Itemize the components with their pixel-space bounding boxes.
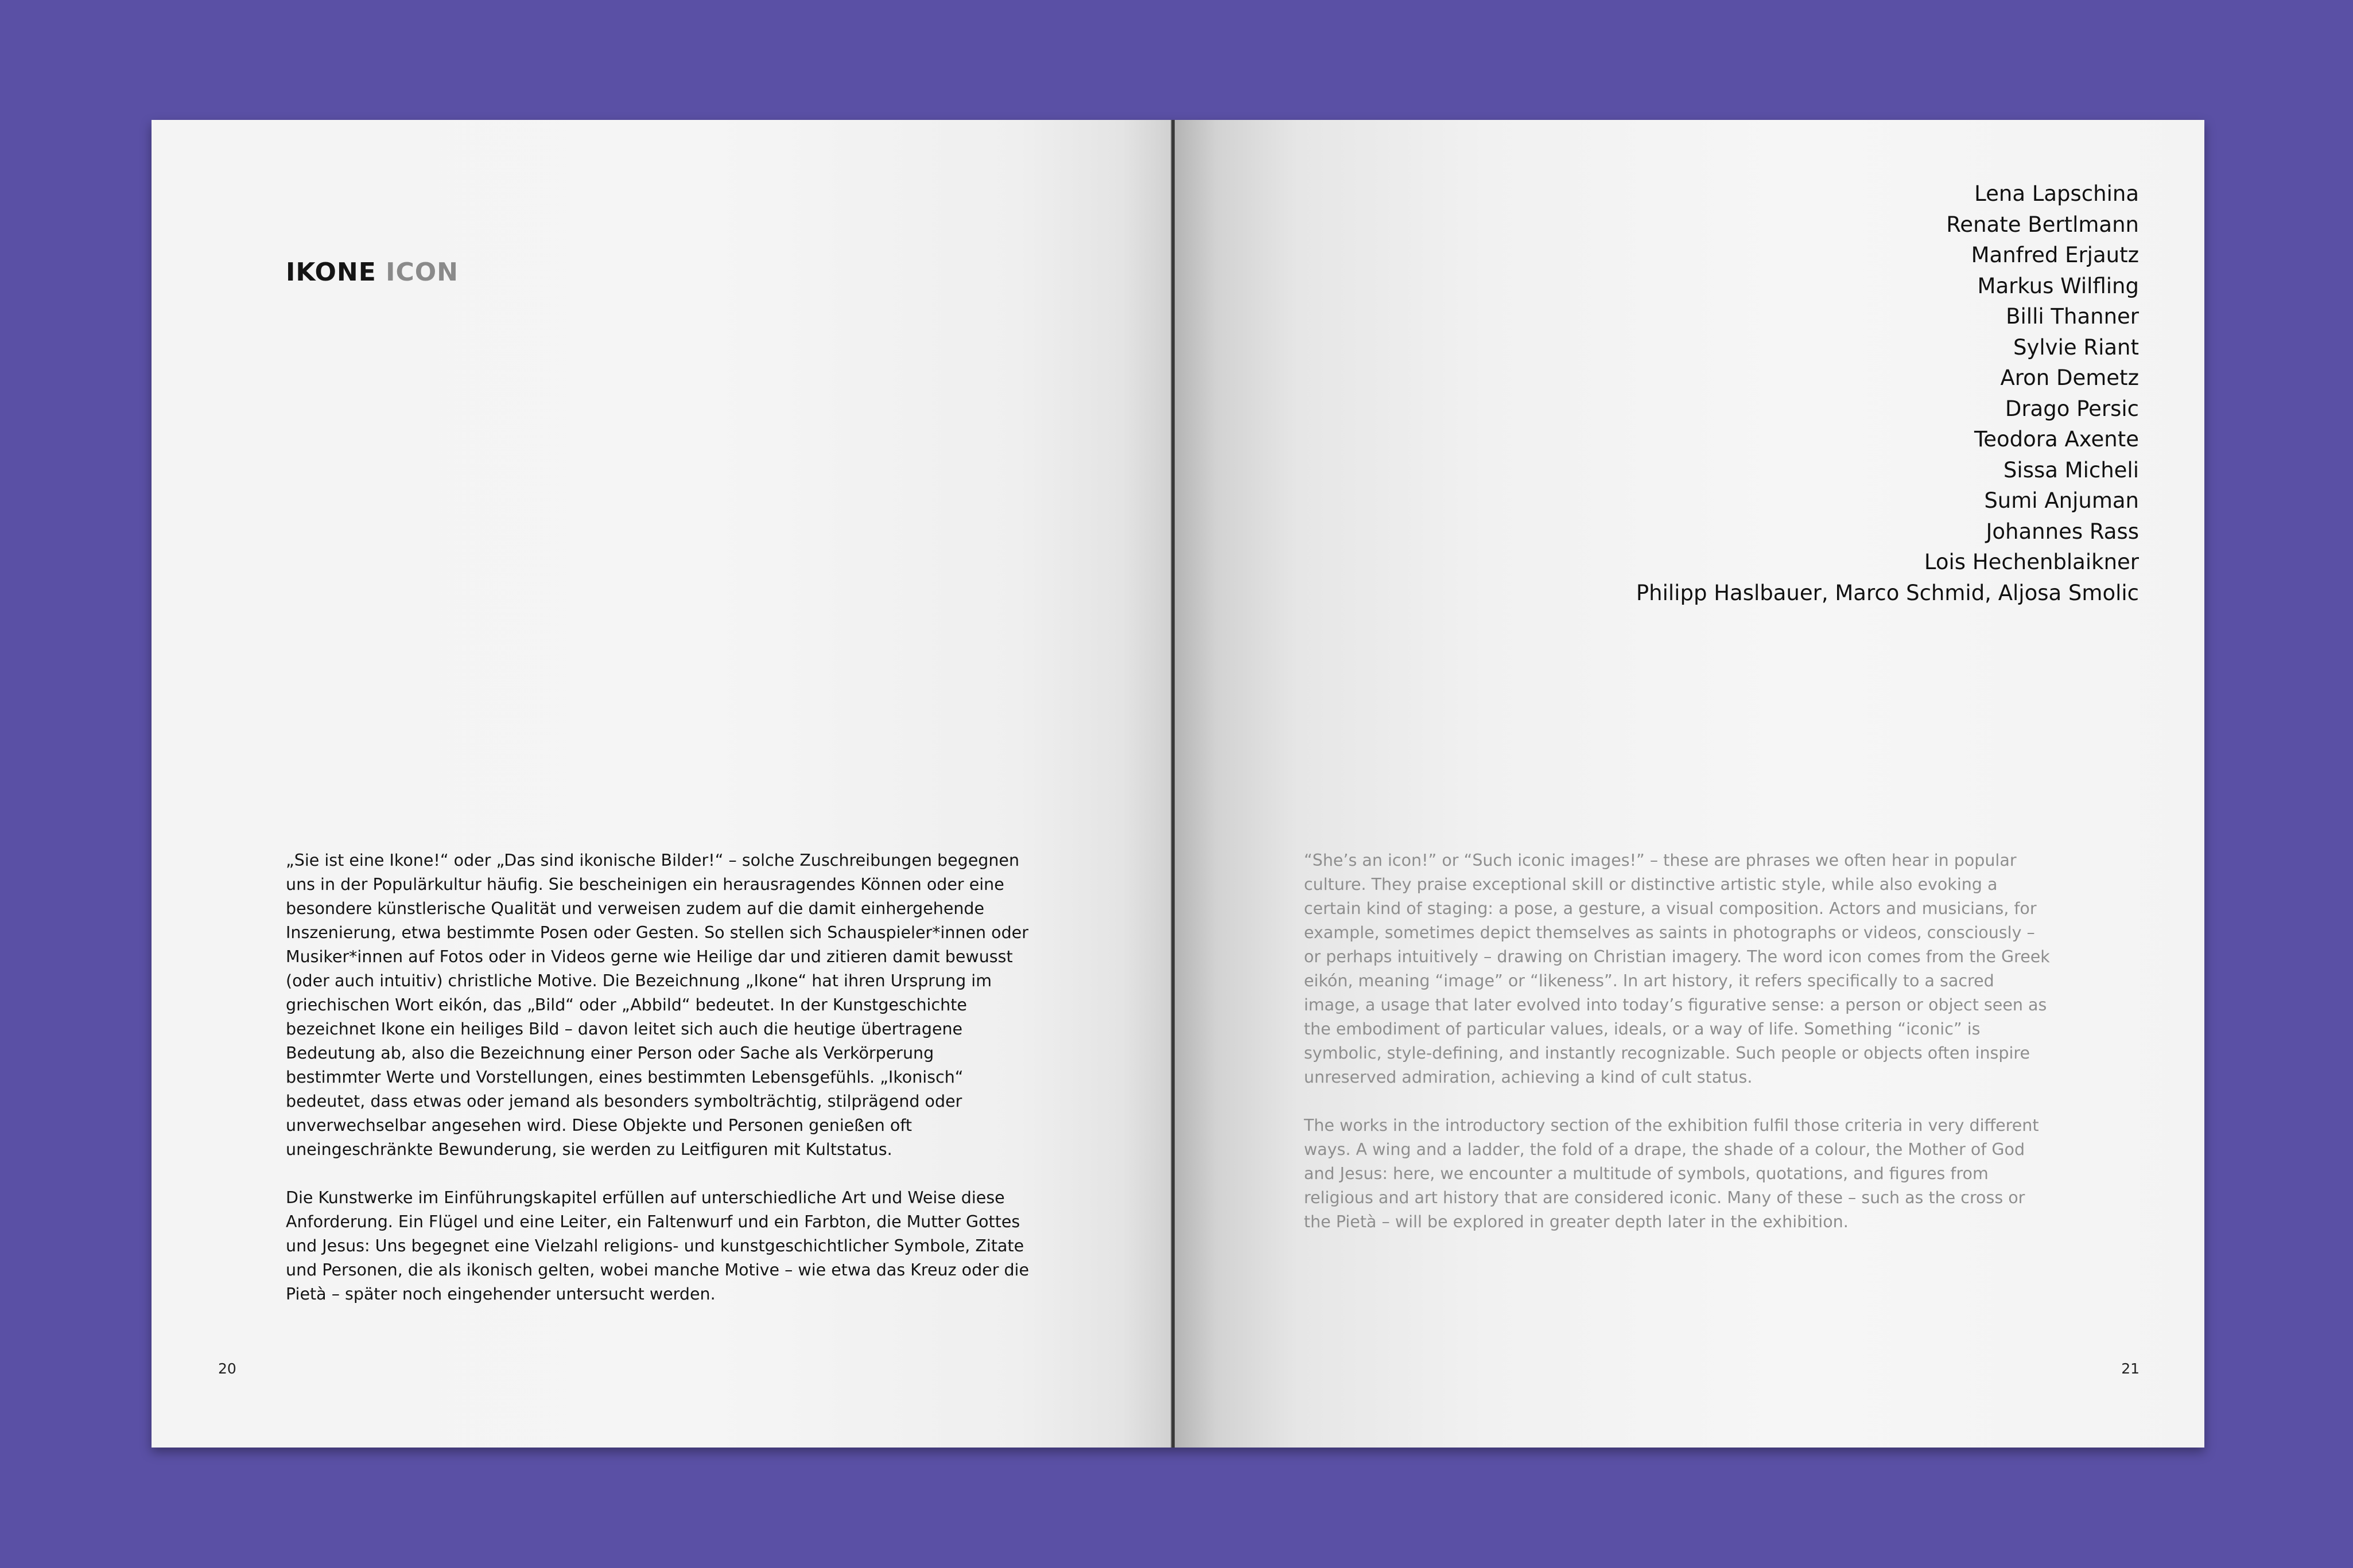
german-paragraph-1: „Sie ist eine Ikone!“ oder „Das sind ikonische Bilder!“ – solche Zuschreibungen begegnen uns in der Populärkultur häufig. Sie bescheinigen ein herausragendes Können oder eine besondere künstlerische Qualität und verweisen zudem auf die damit einhergehende Inszenierung, etwa bestimmte Posen oder Gesten. So stellen sich Schauspieler*innen oder Musiker*innen auf Fotos oder in Videos gerne wie Heilige dar und zitieren damit bewusst (oder auch intuitiv) christliche Motive. Die Bezeichnung „Ikone“ hat ihren Ursprung im griechischen Wort eikón, das „Bild“ oder „Abbild“ bedeutet. In der Kunstgeschichte bezeichnet Ikone ein heiliges Bild – davon leitet sich auch die heutige übertragene Bedeutung ab, also die Bezeichnung einer Person oder Sache als Verkörperung bestimmter Werte und Vorstellungen, eines bestimmten Lebensgefühls. „Ikonisch“ bedeutet, dass etwas oder jemand als besonders symbolträchtig, stilprägend oder unverwechselbar angesehen wird. Diese Objekte und Personen genießen oft uneingeschränkte Bewunderung, sie werden zu Leitfiguren mit Kultstatus. [286,851,1028,1159]
heading-english: ICON [386,258,459,287]
artist-name: Lena Lapschina [1974,181,2139,206]
german-body-text [286,849,1032,1330]
artist-name: Sissa Micheli [2003,457,2139,483]
book-gutter [1171,120,1175,1448]
page-number-left: 20 [218,1360,236,1377]
artist-name: Drago Persic [2005,396,2139,421]
artist-name: Sylvie Riant [2013,334,2139,360]
artist-name: Sumi Anjuman [1984,488,2139,513]
english-body-text [1304,849,2050,1258]
left-page [152,120,1173,1448]
english-paragraph-2: The works in the introductory section of the exhibition fulfil those criteria in very different ways. A wing and a ladder, the fold of a drape, the shade of a colour, the Mother of God and Jesus: here, we encounter a multitude of symbols, quotations, and figures from religious and art history that are considered iconic. Many of these – such as the cross or the Pietà – will be explored in greater depth later in the exhibition. [1304,1116,2039,1231]
artist-name: Renate Bertlmann [1946,212,2139,237]
german-paragraph-2: Die Kunstwerke im Einführungskapitel erfüllen auf unterschiedliche Art und Weise diese Anforderung. Ein Flügel und eine Leiter, ein Faltenwurf und ein Farbton, die Mutter Gottes und Jesus: Uns begegnet eine Vielzahl religions- und kunstgeschichtlicher Symbole, Zitate und Personen, die als ikonisch gelten, wobei manche Motive – wie etwa das Kreuz oder die Pietà – später noch eingehender untersucht werden. [286,1188,1030,1304]
heading-german: IKONE [286,258,376,287]
book-spread [152,120,2204,1448]
artist-list [1636,178,2139,608]
artist-name: Aron Demetz [2000,365,2139,390]
artist-name: Billi Thanner [2006,304,2139,329]
artist-name: Lois Hechenblaikner [1924,550,2139,574]
artist-name: Teodora Axente [1974,427,2139,452]
artist-name: Manfred Erjautz [1971,243,2139,267]
page-number-right: 21 [2121,1360,2140,1377]
section-heading [286,258,459,287]
english-paragraph-1: “She’s an icon!” or “Such iconic images!” – these are phrases we often hear in popular culture. They praise exceptional skill or distinctive artistic style, while also evoking a certain kind of staging: a pose, a gesture, a visual composition. Actors and musicians, for example, sometimes depict themselves as saints in photographs or videos, consciously – or perhaps intuitively – drawing on Christian imagery. The word icon comes from the Greek eikón, meaning “image” or “likeness”. In art history, it refers specifically to a sacred image, a usage that later evolved into today’s figurative sense: a person or object seen as the embodiment of particular values, ideals, or a way of life. Something “iconic” is symbolic, style-defining, and instantly recognizable. Such people or objects often inspire unreserved admiration, achieving a kind of cult status. [1304,851,2050,1087]
artist-name: Markus Wilfling [1977,273,2139,298]
artist-name: Philipp Haslbauer, Marco Schmid, Aljosa Smolic [1636,580,2139,605]
right-page [1175,120,2204,1448]
artist-name: Johannes Rass [1986,519,2139,544]
